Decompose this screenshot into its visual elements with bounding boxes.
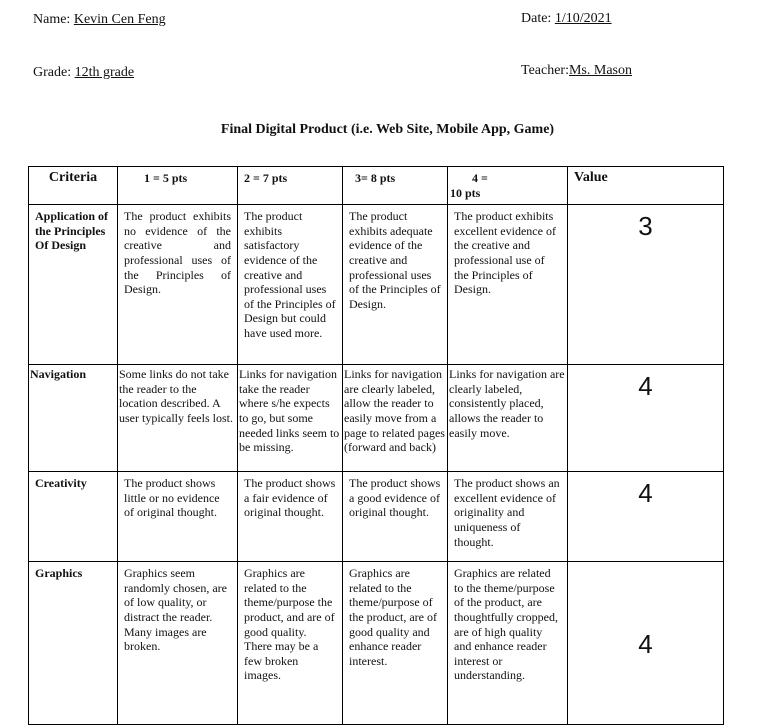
header-level-4: 4 = 10 pts (448, 167, 568, 205)
date-label: Date: (521, 11, 552, 26)
grade-value: 12th grade (74, 65, 135, 80)
level-3-cell: The product shows a good evidence of original thought. (343, 472, 448, 562)
header-value: Value (568, 167, 724, 205)
student-name (33, 12, 166, 28)
level-4-cell: Links for navigation are clearly labeled, consistently placed, allows the reader to easily move. (448, 365, 568, 472)
level-1-cell: Graphics seem randomly chosen, are of low quality, or distract the reader. Many images are broken. (118, 562, 238, 725)
rubric-table (28, 166, 724, 725)
grade-label: Grade: (33, 65, 72, 80)
grade (33, 65, 134, 81)
level-4-cell: Graphics are related to the theme/purpose of the product, are thoughtfully cropped, are of high quality and enhance reader interest or understanding. (448, 562, 568, 725)
level-2-cell: The product shows a fair evidence of original thought. (238, 472, 343, 562)
name-value: Kevin Cen Feng (73, 12, 166, 27)
level-1-cell: Some links do not take the reader to the location described. A user typically feels lost. (118, 365, 238, 472)
teacher-label: Teacher: (521, 63, 569, 78)
table-row (29, 562, 724, 725)
criteria-cell: Navigation (29, 365, 118, 472)
level-2-cell: The product exhibits satisfactory evidence of the creative and professional uses of the Principles of Design but could have used more. (238, 205, 343, 365)
level-3-cell: Graphics are related to the theme/purpose of the product, are of good quality and enhance reader interest. (343, 562, 448, 725)
criteria-cell: Creativity (29, 472, 118, 562)
criteria-cell: Application of the Principles Of Design (29, 205, 118, 365)
table-row (29, 365, 724, 472)
level-4-cell: The product shows an excellent evidence of originality and uniqueness of thought. (448, 472, 568, 562)
value-cell: 4 (568, 562, 724, 725)
level-1-cell: The product exhibits no evidence of the creative and professional uses of the Principles of Design. (118, 205, 238, 365)
value-cell: 4 (568, 365, 724, 472)
level-3-cell: The product exhibits adequate evidence of the creative and professional uses of the Principles of Design. (343, 205, 448, 365)
value-cell: 3 (568, 205, 724, 365)
level-4-cell: The product exhibits excellent evidence of the creative and professional use of the Principles of Design. (448, 205, 568, 365)
name-label: Name: (33, 12, 71, 27)
criteria-cell: Graphics (29, 562, 118, 725)
header-level-1: 1 = 5 pts (118, 167, 238, 205)
table-row (29, 205, 724, 365)
date-value: 1/10/2021 (554, 11, 612, 26)
date (521, 11, 612, 27)
table-row (29, 472, 724, 562)
table-header-row (29, 167, 724, 205)
level-3-cell: Links for navigation are clearly labeled, allow the reader to easily move from a page to related pages (forward and back) (343, 365, 448, 472)
header-level-2: 2 = 7 pts (238, 167, 343, 205)
level-2-cell: Graphics are related to the theme/purpose the product, and are of good quality. There may be a few broken images. (238, 562, 343, 725)
teacher (521, 63, 632, 79)
teacher-value: Ms. Mason (568, 63, 632, 78)
header-criteria: Criteria (29, 167, 118, 205)
header-level-3: 3= 8 pts (343, 167, 448, 205)
rubric-title: Final Digital Product (i.e. Web Site, Mobile App, Game) (220, 122, 555, 137)
level-1-cell: The product shows little or no evidence of original thought. (118, 472, 238, 562)
level-2-cell: Links for navigation take the reader where s/he expects to go, but some needed links seem to be missing. (238, 365, 343, 472)
value-cell: 4 (568, 472, 724, 562)
